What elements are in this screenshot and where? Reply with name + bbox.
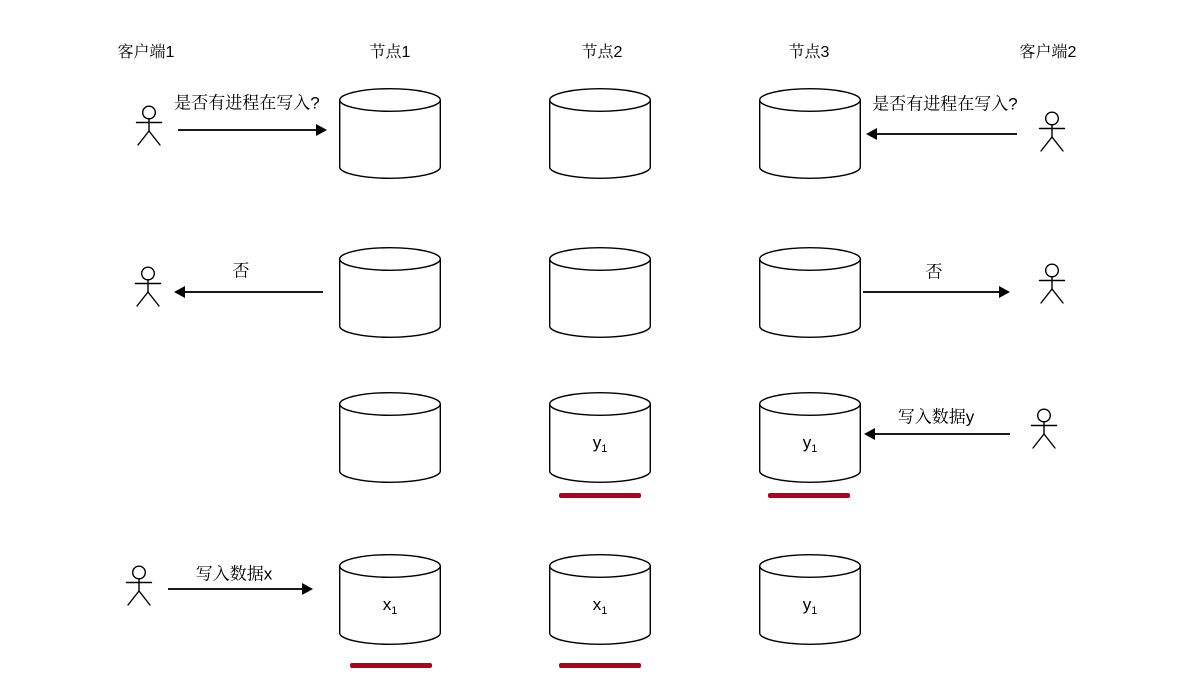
- column-header-client1: 客户端1: [117, 44, 175, 61]
- cylinder-row1-node1: [338, 87, 442, 181]
- cylinder-row4-node1: [338, 553, 442, 647]
- cylinder-row4-node3: [758, 553, 862, 647]
- stored-value: $y_1$: [802, 594, 818, 617]
- highlight-underline-icon: [559, 663, 641, 668]
- message-no-left: 否: [232, 261, 250, 281]
- client2-actor-icon: [1037, 263, 1067, 307]
- stored-value: $y_1$: [802, 432, 818, 455]
- message-query-write-right: 是否有进程在写入?: [872, 94, 1018, 114]
- stored-value: $y_1$: [592, 432, 608, 455]
- cylinder-row4-node2: [548, 553, 652, 647]
- arrow-node1-to-client1: [174, 286, 323, 298]
- arrow-client1-write-node1: [168, 583, 313, 595]
- cylinder-row1-node2: [548, 87, 652, 181]
- cylinder-row3-node1: [338, 391, 442, 485]
- message-no-right: 否: [925, 262, 943, 282]
- arrow-client2-write-node3: [864, 428, 1010, 440]
- highlight-underline-icon: [768, 493, 850, 498]
- column-header-node2: 节点2: [581, 44, 623, 61]
- highlight-underline-icon: [350, 663, 432, 668]
- column-header-client2: 客户端2: [1019, 44, 1077, 61]
- client1-actor-icon: [134, 105, 164, 149]
- cylinder-row1-node3: [758, 87, 862, 181]
- cylinder-row2-node2: [548, 246, 652, 340]
- column-header-node1: 节点1: [369, 44, 411, 61]
- client2-actor-icon: [1037, 111, 1067, 155]
- column-header-node3: 节点3: [788, 44, 830, 61]
- client1-actor-icon: [124, 565, 154, 609]
- message-write-y: 写入数据y: [897, 407, 975, 427]
- message-write-x: 写入数据x: [195, 564, 273, 584]
- client2-actor-icon: [1029, 408, 1059, 452]
- cylinder-row2-node3: [758, 246, 862, 340]
- stored-value: $x_1$: [592, 594, 608, 617]
- highlight-underline-icon: [559, 493, 641, 498]
- arrow-client1-to-node1: [178, 124, 327, 136]
- cylinder-row3-node2: [548, 391, 652, 485]
- arrow-node3-to-client2: [863, 286, 1010, 298]
- client1-actor-icon: [133, 266, 163, 310]
- cylinder-row2-node1: [338, 246, 442, 340]
- stored-value: $x_1$: [382, 594, 398, 617]
- cylinder-row3-node3: [758, 391, 862, 485]
- arrow-client2-to-node3: [866, 128, 1017, 140]
- message-query-write-left: 是否有进程在写入?: [174, 93, 320, 113]
